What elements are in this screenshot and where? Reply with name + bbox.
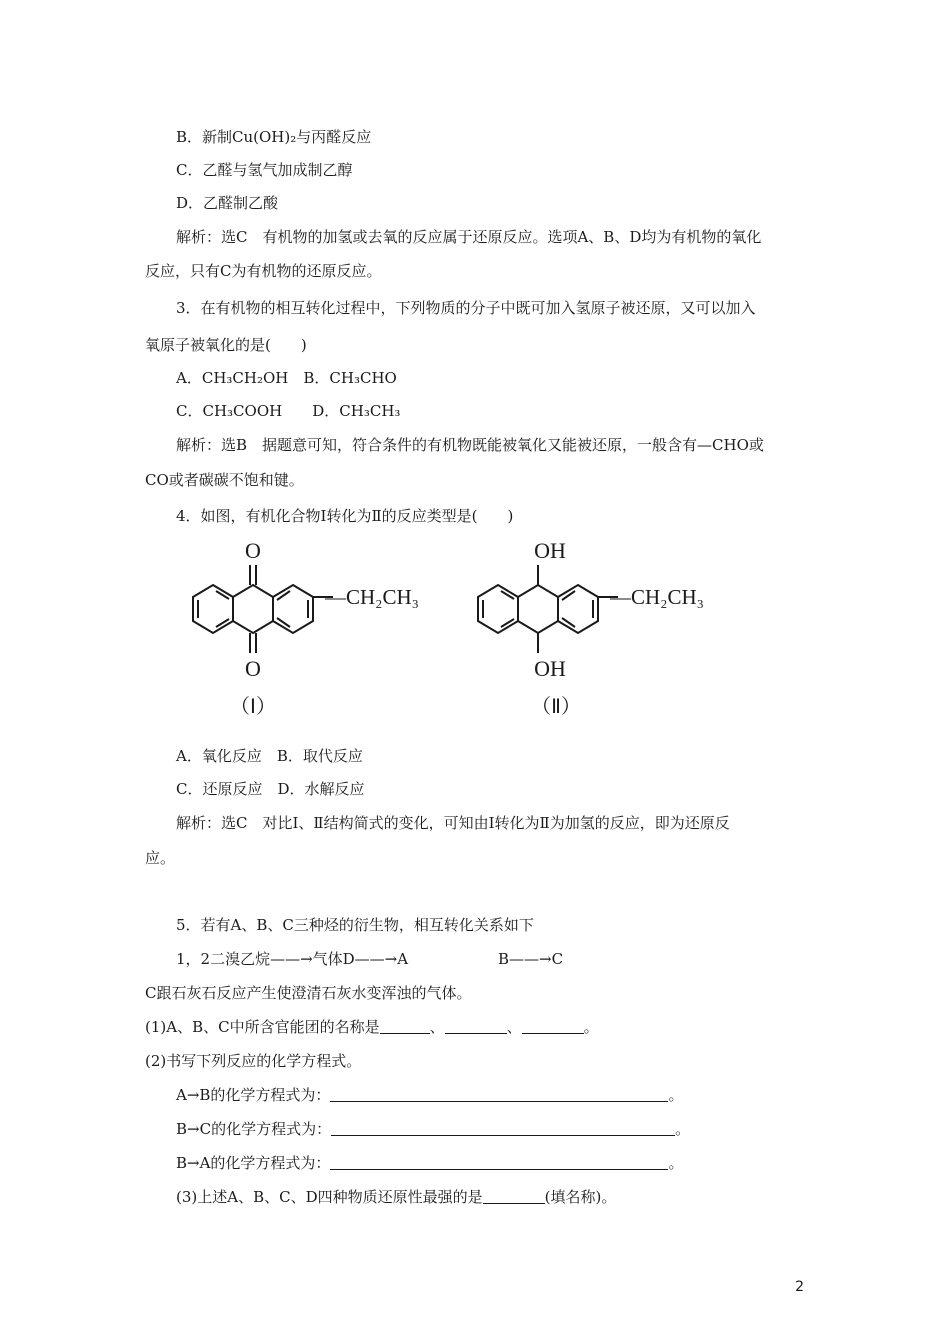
q5-eq-bc-label: B→C的化学方程式为： (176, 1120, 332, 1138)
answer-blank-eq-ba[interactable] (330, 1154, 668, 1170)
q5-chain-2: B——→C (498, 950, 564, 968)
q5-eq-ab-end: 。 (668, 1086, 684, 1104)
q5-eq-ab-label: A→B的化学方程式为： (176, 1086, 331, 1104)
struct2-caption: （Ⅱ） (531, 696, 581, 718)
page-number: 2 (795, 1279, 804, 1295)
q5-sub3 (176, 1187, 616, 1207)
q3-option-d-formula: CH₃CH₃ (339, 402, 401, 420)
q5-eq-bc (176, 1119, 690, 1139)
q3-option-c-formula: CH₃COOH (202, 402, 283, 420)
answer-blank-3[interactable] (522, 1018, 584, 1034)
answer-blank-1[interactable] (380, 1018, 430, 1034)
q5-eq-bc-end: 。 (675, 1120, 691, 1138)
q3-analysis-line-1: 解析：选B 据题意可知，符合条件的有机物既能被氧化又能被还原，一般含有—CHO或 (176, 436, 764, 454)
struct2-top-group: OH (534, 538, 566, 563)
q4-options-cd: C．还原反应 D．水解反应 (176, 780, 365, 798)
q5-sub1-sep-2: 、 (506, 1018, 522, 1036)
q4-options-ab: A．氧化反应 B．取代反应 (176, 747, 363, 765)
q5-eq-ba-label: B→A的化学方程式为： (176, 1154, 331, 1172)
answer-blank-sub3[interactable] (483, 1188, 545, 1204)
q5-sub2: (2)书写下列反应的化学方程式。 (145, 1052, 362, 1070)
q5-eq-ab (176, 1085, 683, 1105)
struct2-bottom-group: OH (534, 656, 566, 681)
q5-sub1-end: 。 (583, 1018, 599, 1036)
q3-option-a-formula: CH₃CH₂OH (201, 369, 289, 387)
q2-option-b: B．新制Cu(OH)₂与丙醛反应 (176, 128, 372, 146)
q5-sub1 (145, 1017, 599, 1037)
answer-blank-eq-ab[interactable] (330, 1086, 668, 1102)
q3-analysis-line-2: CO或者碳碳不饱和键。 (145, 471, 304, 489)
q3-options-ab (176, 368, 397, 388)
q3-option-c-label: C． (176, 402, 203, 420)
struct1-bottom-atom: O (245, 656, 261, 681)
q2-option-c: C．乙醛与氢气加成制乙醇 (176, 161, 353, 179)
q5-sub1-text: (1)A、B、C中所含官能团的名称是 (145, 1018, 380, 1036)
q5-eq-ba-end: 。 (668, 1154, 684, 1172)
q2-analysis-line-1: 解析：选C 有机物的加氢或去氧的反应属于还原反应。选项A、B、D均为有机物的氧化 (176, 228, 762, 246)
q5-sub1-sep-1: 、 (429, 1018, 445, 1036)
q4-stem: 4．如图，有机化合物Ⅰ转化为Ⅱ的反应类型是( ) (176, 507, 514, 525)
answer-blank-eq-bc[interactable] (331, 1120, 675, 1136)
q5-sub3-text: (3)上述A、B、C、D四种物质还原性最强的是 (176, 1188, 483, 1206)
q3-option-a-label: A． (176, 369, 202, 387)
structure-1 (185, 538, 445, 723)
q4-analysis-line-2: 应。 (145, 849, 176, 867)
q3-option-b-label: B． (303, 369, 330, 387)
answer-blank-2[interactable] (445, 1018, 507, 1034)
struct1-caption: （Ⅰ） (230, 696, 276, 718)
struct1-top-atom: O (245, 538, 261, 563)
struct2-substituent: —CH₂CH₃ (610, 585, 704, 609)
q5-sub3-end: (填名称)。 (544, 1188, 617, 1206)
q2-option-d: D．乙醛制乙酸 (176, 194, 279, 212)
struct1-substituent: —CH₂CH₃ (325, 585, 419, 609)
q3-stem-line-1: 3．在有机物的相互转化过程中，下列物质的分子中既可加入氢原子被还原，又可以加入 (176, 299, 756, 317)
q3-option-d-label: D． (312, 402, 340, 420)
q3-stem-line-2: 氧原子被氧化的是( ) (145, 336, 307, 354)
q3-options-cd (176, 401, 400, 421)
q2-analysis-line-2: 反应，只有C为有机物的还原反应。 (145, 262, 382, 280)
q4-analysis-line-1: 解析：选C 对比Ⅰ、Ⅱ结构简式的变化，可知由Ⅰ转化为Ⅱ为加氢的反应，即为还原反 (176, 814, 730, 832)
q3-option-b-formula: CH₃CHO (329, 369, 397, 387)
q5-note: C跟石灰石反应产生使澄清石灰水变浑浊的气体。 (145, 984, 472, 1002)
structure-2 (470, 538, 730, 723)
q5-eq-ba (176, 1153, 683, 1173)
q5-stem: 5．若有A、B、C三种烃的衍生物，相互转化关系如下 (176, 916, 534, 934)
q5-chain-1: 1，2二溴乙烷——→气体D——→A (176, 950, 409, 968)
